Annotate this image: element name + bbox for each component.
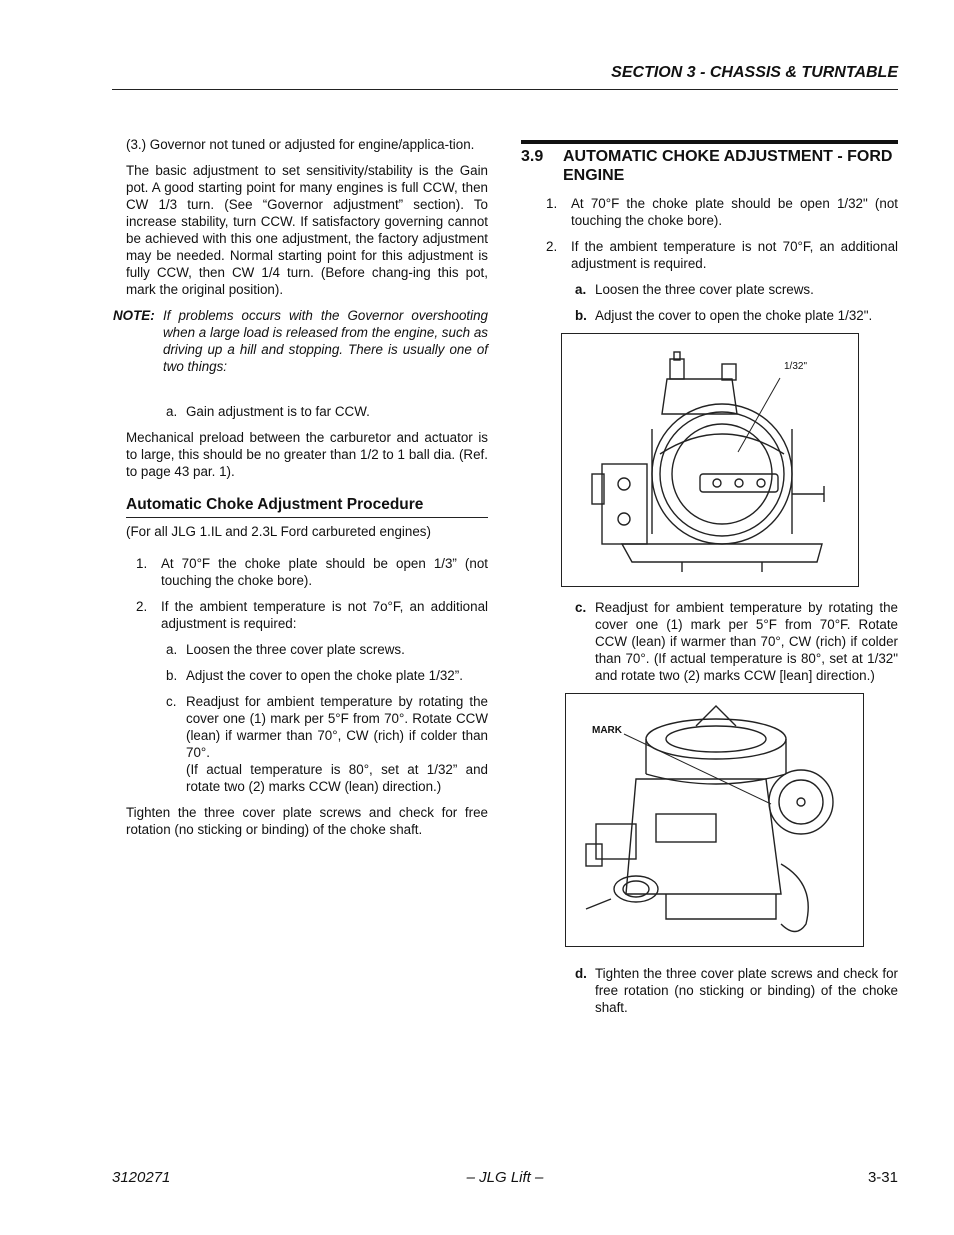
- section-number: 3.9: [521, 148, 544, 165]
- left-sub-a-text: Loosen the three cover plate screws.: [186, 642, 405, 657]
- left-sub-b-num: b.: [166, 668, 178, 683]
- left-sub-c: [126, 693, 488, 795]
- footer-brand: – JLG Lift –: [466, 1169, 544, 1186]
- right-sub-c: [521, 599, 898, 684]
- preload-para: Mechanical preload between the carburetor and actuator is to large, this should be no greater than 1/2 to 1 ball dia. (Ref. to page 43 par. 1).: [126, 430, 488, 479]
- note-item-text: Gain adjustment is to far CCW.: [186, 404, 370, 419]
- right-step-2: [521, 238, 898, 272]
- left-sub-a: [126, 641, 488, 658]
- header-rule: [112, 89, 898, 90]
- left-column: [113, 136, 488, 847]
- note-text: If problems occurs with the Governor overshooting when a large load is released from the engine, such as driving up a hill and stopping. There is usually one of two things:: [163, 308, 488, 374]
- left-sub-b-text: Adjust the cover to open the choke plate 1/32”.: [186, 668, 463, 683]
- gain-adjust-para: The basic adjustment to set sensitivity/stability is the Gain pot. A good starting point for many engines is full CCW, then CW 1/3 turn. (See “Governor adjustment” section). To increase stability, turn CCW. If satisfactory governing cannot be achieved with this one adjustment, the factory adjustment may be needed. Normal starting point for this adjustment is fully CCW, then CW 1/4 turn. (Before chang-ing this pot, mark the original position).: [126, 163, 488, 297]
- right-step-2-text: If the ambient temperature is not 70°F, an additional adjustment is required.: [571, 239, 898, 271]
- right-sub-d-text: Tighten the three cover plate screws and check for free rotation (no sticking or binding) of the choke shaft.: [595, 966, 898, 1015]
- procedure-heading: Automatic Choke Adjustment Procedure: [126, 496, 488, 518]
- footer-doc-number: 3120271: [112, 1169, 171, 1186]
- fig2-label: MARK: [592, 725, 622, 736]
- note-item-num: a.: [166, 404, 178, 419]
- section-heading: [521, 147, 898, 185]
- left-step-1-num: 1.: [136, 556, 148, 571]
- note-item-a: [126, 403, 488, 420]
- right-sub-d: [521, 965, 898, 1016]
- footer-page-number: 3-31: [867, 1169, 898, 1186]
- governor-cause-para: (3.) Governor not tuned or adjusted for engine/applica-tion.: [126, 137, 475, 152]
- right-step-1-text: At 70°F the choke plate should be open 1/32" (not touching the choke bore).: [571, 196, 898, 228]
- choke-cover-illustration: [562, 334, 858, 586]
- left-sub-c-num: c.: [166, 694, 177, 709]
- right-sub-a-text: Loosen the three cover plate screws.: [595, 282, 814, 297]
- section-header: SECTION 3 - CHASSIS & TURNTABLE: [611, 64, 898, 81]
- left-sub-a-num: a.: [166, 642, 178, 657]
- note-block: [113, 307, 488, 375]
- right-sub-b-text: Adjust the cover to open the choke plate 1/32".: [595, 308, 873, 323]
- right-column: [521, 140, 898, 1025]
- left-step-1-text: At 70°F the choke plate should be open 1/3” (not touching the choke bore).: [161, 556, 488, 588]
- note-label: NOTE:: [113, 308, 155, 323]
- right-sub-d-num: d.: [575, 966, 587, 981]
- right-sub-a: [521, 281, 898, 298]
- left-step-1: [126, 555, 488, 589]
- left-sub-c-example: (If actual temperature is 80°, set at 1/32” and rotate two (2) marks CCW (lean) direction.): [186, 762, 488, 794]
- right-sub-b: [521, 307, 898, 324]
- right-sub-c-num: c.: [575, 600, 587, 615]
- procedure-subheading: (For all JLG 1.IL and 2.3L Ford carbureted engines): [126, 524, 431, 539]
- section-heading-text: AUTOMATIC CHOKE ADJUSTMENT - FORD ENGINE: [563, 148, 893, 184]
- left-sub-c-text: Readjust for ambient temperature by rotating the cover one (1) mark per 5°F from 70°. Rotate CCW (lean) if warmer than 70°, CW (rich) if colder than 70°.: [186, 694, 488, 760]
- right-sub-a-num: a.: [575, 282, 587, 297]
- carburetor-mark-figure: [565, 693, 864, 947]
- right-sub-c-text: Readjust for ambient temperature by rotating the cover one (1) mark per 5°F from 70°F. Rotate CCW (lean) if warmer than 70°, CW (rich) if colder than 70°. (If actual temperature is 80°, set at 1/32" and rotate two (2) marks CCW [lean] direction.): [595, 600, 898, 683]
- section-bar: [521, 140, 898, 144]
- right-step-1-num: 1.: [546, 196, 558, 211]
- choke-cover-figure: [561, 333, 859, 587]
- left-step-2-text: If the ambient temperature is not 7o°F, an additional adjustment is required:: [161, 599, 488, 631]
- right-sub-b-num: b.: [575, 308, 587, 323]
- left-step-2: [126, 598, 488, 632]
- left-sub-b: [126, 667, 488, 684]
- tighten-para: Tighten the three cover plate screws and check for free rotation (no sticking or binding) of the choke shaft.: [126, 805, 488, 837]
- left-step-2-num: 2.: [136, 599, 148, 614]
- right-step-2-num: 2.: [546, 239, 558, 254]
- right-step-1: [521, 195, 898, 229]
- fig1-label: 1/32": [784, 361, 808, 372]
